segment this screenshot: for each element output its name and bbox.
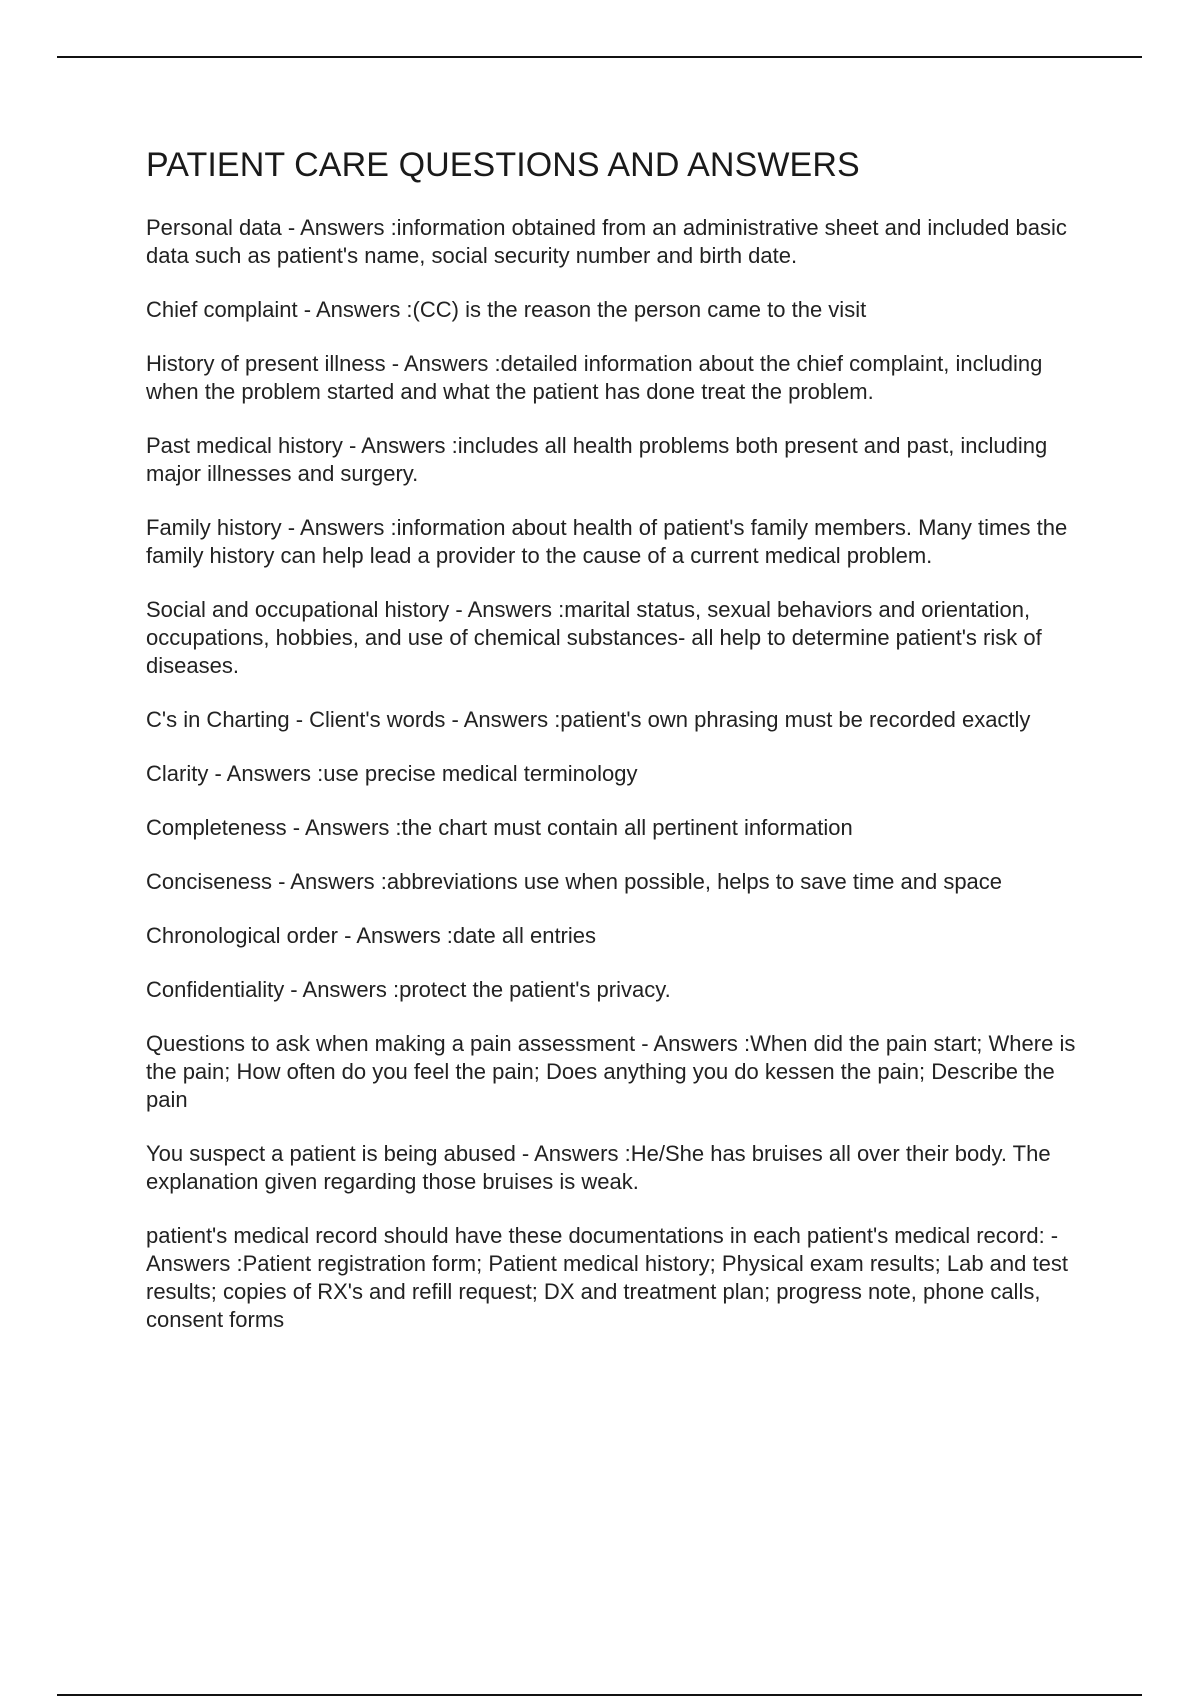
qa-entry-personal-data: Personal data - Answers :information obtained from an administrative sheet and included basic data such as patient's name, social security number and birth date. — [146, 215, 1067, 268]
page-content — [146, 142, 1096, 1360]
qa-entry-completeness: Completeness - Answers :the chart must contain all pertinent information — [146, 815, 853, 840]
qa-entry-history-present-illness: History of present illness - Answers :detailed information about the chief complaint, including when the problem started and what the patient has done treat the problem. — [146, 351, 1043, 404]
qa-entry-social-occupational-history: Social and occupational history - Answers :marital status, sexual behaviors and orientation, occupations, hobbies, and use of chemical substances- all help to determine patient's risk of diseases. — [146, 597, 1042, 678]
qa-entry-suspected-abuse: You suspect a patient is being abused - Answers :He/She has bruises all over their body. The explanation given regarding those bruises is weak. — [146, 1141, 1051, 1194]
document-title: PATIENT CARE QUESTIONS AND ANSWERS — [146, 146, 860, 184]
qa-entry-family-history: Family history - Answers :information about health of patient's family members. Many times the family history can help lead a provider to the cause of a current medical problem. — [146, 515, 1068, 568]
qa-entry-clients-words: C's in Charting - Client's words - Answers :patient's own phrasing must be recorded exactly — [146, 707, 1031, 732]
qa-entry-pain-assessment: Questions to ask when making a pain assessment - Answers :When did the pain start; Where is the pain; How often do you feel the pain; Does anything you do kessen the pain; Describe the pain — [146, 1031, 1076, 1112]
bottom-rule — [57, 1694, 1142, 1696]
top-rule — [57, 56, 1142, 58]
qa-entry-medical-record-documentation: patient's medical record should have these documentations in each patient's medical record: - Answers :Patient registration form; Patient medical history; Physical exam results; Lab and test results; copies of RX's and refill request; DX and treatment plan; progress note, phone calls, consent forms — [146, 1223, 1068, 1332]
qa-entry-chief-complaint: Chief complaint - Answers :(CC) is the reason the person came to the visit — [146, 297, 867, 322]
qa-entry-chronological-order: Chronological order - Answers :date all entries — [146, 923, 597, 948]
qa-list — [146, 214, 1096, 1334]
qa-entry-past-medical-history: Past medical history - Answers :includes all health problems both present and past, including major illnesses and surgery. — [146, 433, 1048, 486]
qa-entry-conciseness: Conciseness - Answers :abbreviations use when possible, helps to save time and space — [146, 869, 1003, 894]
qa-entry-confidentiality: Confidentiality - Answers :protect the patient's privacy. — [146, 977, 671, 1002]
qa-entry-clarity: Clarity - Answers :use precise medical terminology — [146, 761, 638, 786]
